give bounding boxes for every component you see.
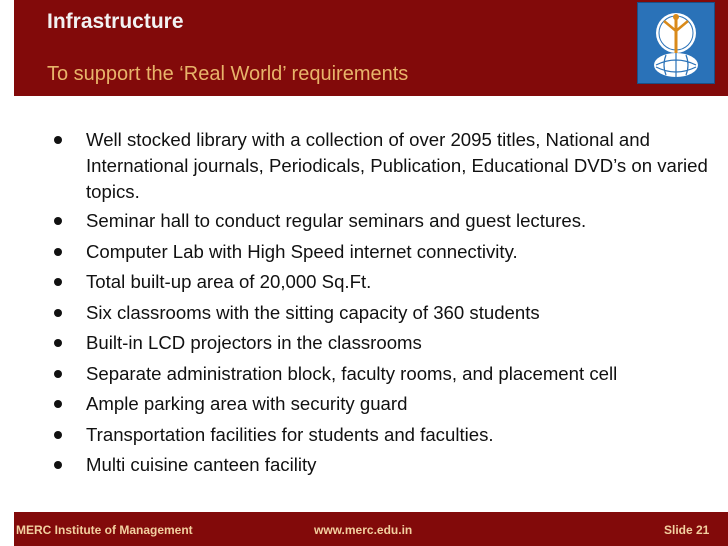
list-item-text: Transportation facilities for students and faculties.: [86, 423, 494, 445]
list-item-text: Seminar hall to conduct regular seminars and guest lectures.: [86, 210, 587, 231]
bullet-icon: [54, 400, 62, 408]
bullet-icon: [54, 461, 62, 469]
bullet-icon: [54, 248, 62, 256]
list-item-text: Built-in LCD projectors in the classrooms: [86, 332, 422, 353]
footer-website: www.merc.edu.in: [314, 523, 413, 537]
list-item: [48, 127, 718, 205]
bullet-icon: [54, 370, 62, 378]
list-item: [48, 269, 718, 295]
list-item: [48, 239, 718, 265]
slide-subtitle: To support the ‘Real World’ requirements: [47, 63, 409, 85]
institute-logo: [637, 2, 715, 84]
bullet-icon: [54, 217, 62, 225]
bullet-icon: [54, 309, 62, 317]
list-item-text: Well stocked library with a collection of over 2095 titles, National and International journals, Periodicals, Publication, Educational DVD’s on varied topics.: [86, 129, 708, 202]
header-band: [14, 0, 728, 96]
list-item-text: Ample parking area with security guard: [86, 393, 408, 414]
list-item: [48, 208, 718, 234]
slide-number: Slide 21: [664, 523, 710, 537]
list-item-text: Six classrooms with the sitting capacity of 360 students: [86, 301, 540, 323]
list-item: [48, 422, 718, 448]
bullet-icon: [54, 136, 62, 144]
emblem-icon: [638, 3, 714, 83]
bullet-icon: [54, 278, 62, 286]
list-item: [48, 452, 718, 478]
list-item: [48, 391, 718, 417]
list-item: [48, 300, 718, 326]
content-area: [14, 96, 728, 488]
slide-title: Infrastructure: [47, 10, 184, 33]
list-item: [48, 361, 718, 387]
footer-band: [14, 512, 728, 546]
bullet-icon: [54, 431, 62, 439]
bullet-icon: [54, 339, 62, 347]
bullet-list: [48, 127, 718, 483]
list-item-text: Total built-up area of 20,000 Sq.Ft.: [86, 271, 372, 292]
list-item: [48, 330, 718, 356]
list-item-text: Computer Lab with High Speed internet connectivity.: [86, 240, 518, 262]
footer-organization: MERC Institute of Management: [16, 523, 193, 537]
list-item-text: Multi cuisine canteen facility: [86, 454, 317, 475]
list-item-text: Separate administration block, faculty rooms, and placement cell: [86, 362, 618, 384]
